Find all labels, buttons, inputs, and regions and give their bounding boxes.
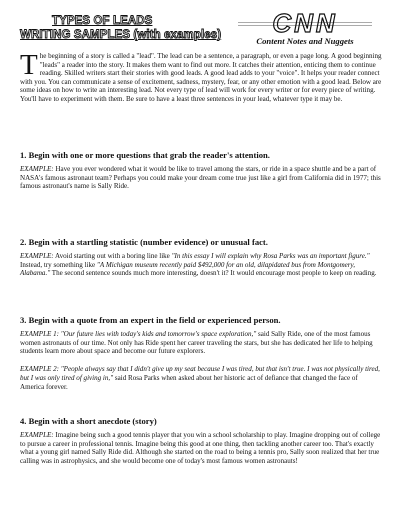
drop-cap: T (20, 49, 38, 81)
example-label: EXAMPLE 1: (20, 330, 59, 338)
intro-text: he beginning of a story is called a "lead". The lead can be a sentence, a paragraph, or even a page long. A good beginning "leads" a reader into the story. It makes them want to find out more. It catches their attention, enticing them to continue reading. Skilled writers start their stories with good leads. A good lead adds to your "voice". It helps your reader connect with you. You can communicate a sense of excitement, sadness, mystery, fear, or any other emotion with a good lead. Below are some ideas on how to write an interesting lead. Not every type of lead will work for every writer or for every piece of writing. You'll have to experiment with them. Be sure to have a least three sentences in your lead, whatever type it may be. (20, 52, 382, 103)
logo-subtitle: Content Notes and Nuggets (256, 36, 354, 46)
example-text: Instead, try something like (20, 260, 97, 269)
section-heading: 3. Begin with a quote from an expert in the field or experienced person. (20, 315, 281, 325)
example-label: EXAMPLE 2: (20, 365, 59, 374)
section-quote (20, 315, 382, 395)
example-quote: "A Michigan museum recently paid $492,000 for an old, dilapidated bus from Montgomery, Alabama." (20, 260, 356, 278)
title-block (20, 14, 230, 42)
example-text: Have you ever wondered what it would be like to travel among the stars, or ride in a space shuttle and be a part of NASA's famous astronaut team? Perhaps you could make your dream come true just like a girl from California did in 1977; this famous astronaut's name is Sally Ride. (20, 165, 381, 191)
example-text: The second sentence sounds much more interesting, doesn't it? It would encourage most people to keep on reading. (50, 269, 377, 278)
title-line-2: WRITING SAMPLES (with examples) (20, 29, 222, 41)
example-text: said Rosa Parks when asked about her historic act of defiance that changed the face of America forever. (20, 373, 358, 391)
logo-stripes (238, 22, 372, 26)
section-heading: 4. Begin with a short anecdote (story) (20, 416, 157, 426)
example-quote: "People always say that I didn't give up my seat because I was tired, but that isn't true. I was not physically tired, but I was only tired of giving in," (20, 365, 380, 382)
section-body (20, 330, 382, 391)
section-body (20, 165, 382, 191)
section-heading: 1. Begin with one or more questions that grab the reader's attention. (20, 150, 270, 160)
example-quote: "Our future lies with today's kids and tomorrow's space exploration," (58, 330, 257, 338)
example-quote: "In this essay I will explain why Rosa Parks was an important figure." (171, 252, 370, 260)
example-label: EXAMPLE: (20, 165, 54, 173)
section-heading: 2. Begin with a startling statistic (number evidence) or unusual fact. (20, 237, 268, 247)
section-anecdote (20, 416, 382, 470)
section-body (20, 431, 382, 466)
title-line-1: TYPES OF LEADS (52, 15, 153, 27)
section-questions (20, 150, 382, 195)
example-text: Avoid starting out with a boring line like (53, 252, 172, 260)
example-text: said Sally Ride, one of the most famous women astronauts of our time. Not only has Ride spent her career traveling the stars, but she has dedicated her life to helping students learn more about space and become our future explorers. (20, 330, 373, 356)
logo-letters: CNN (272, 8, 338, 38)
example-label: EXAMPLE: (20, 252, 54, 260)
cnn-logo (230, 10, 380, 46)
section-body (20, 252, 382, 278)
section-statistic (20, 237, 382, 282)
example-label: EXAMPLE: (20, 431, 54, 439)
example-text: Imagine being such a good tennis player that you win a school scholarship to play. Imagine dropping out of college to pursue a career in professional tennis. Imagine being this good at one thing, then tackling another career too. That's exactly what a young girl named Sally Ride did. Although she started on the road to being a tennis pro, Sally soon realized that her true calling was in astrophysics, and she would become one of today's most famous women astronauts! (20, 431, 381, 466)
intro-paragraph (20, 49, 382, 104)
